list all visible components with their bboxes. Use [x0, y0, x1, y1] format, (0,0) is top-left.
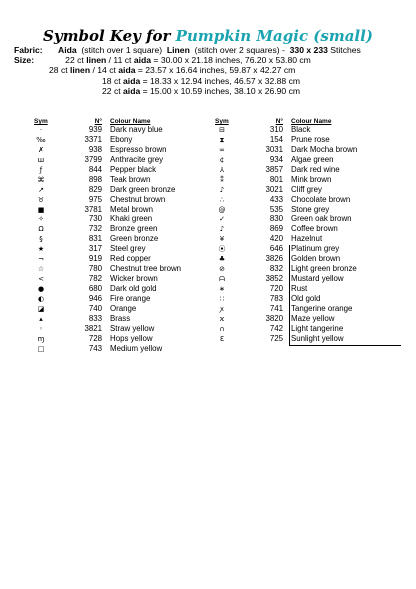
- size-bold: linen: [70, 65, 91, 76]
- colour-number: 741: [269, 303, 283, 313]
- colour-number: 934: [269, 154, 283, 164]
- symbol-glyph: ↗: [38, 185, 44, 194]
- colour-number: 831: [88, 234, 102, 244]
- size-row-1: [14, 55, 414, 65]
- symbol-glyph: ⦿: [218, 245, 226, 254]
- table-row: [215, 204, 330, 215]
- size-mid: 22 ct: [102, 85, 121, 96]
- symbol-glyph: ◪: [37, 304, 45, 313]
- symbol-glyph: ⊘: [219, 265, 225, 274]
- colour-number: 780: [88, 264, 102, 274]
- colour-name: Anthracite grey: [110, 154, 164, 164]
- table-row: [34, 135, 204, 145]
- colour-number: 946: [88, 293, 102, 303]
- symbol-glyph: ●: [37, 285, 45, 293]
- colour-number: 3821: [84, 323, 102, 333]
- size-row-2: [14, 65, 414, 75]
- table-row: [34, 185, 204, 195]
- table-row: [34, 224, 204, 234]
- colour-name: Ebony: [110, 134, 133, 144]
- symbol-table-left: [34, 116, 204, 354]
- symbol-glyph: ∴: [219, 195, 225, 204]
- table-row: [34, 274, 204, 284]
- symbol-glyph: ⅄: [219, 165, 225, 174]
- symbol-glyph: ¢: [219, 155, 225, 164]
- colour-name: Mink brown: [291, 174, 332, 184]
- table-row: [34, 294, 204, 304]
- symbol-glyph: ★: [37, 245, 45, 254]
- colour-number: 720: [269, 284, 283, 293]
- table-header: [215, 116, 332, 125]
- size-rest: = 15.00 x 10.59 inches, 38.10 x 26.90 cm: [142, 85, 301, 96]
- size-row-4: [14, 86, 414, 96]
- fabric-linen-note: (stitch over 2 squares) -: [194, 45, 285, 55]
- colour-name: Bronze green: [110, 224, 158, 234]
- table-row: [34, 304, 204, 314]
- symbol-glyph: ¥: [219, 235, 225, 244]
- table-row: [215, 274, 344, 284]
- table-row: [215, 194, 351, 205]
- colour-name: Metal brown: [110, 204, 153, 214]
- size-bold2: aida: [118, 65, 136, 76]
- table-row: [215, 323, 344, 334]
- colour-number: 3857: [265, 164, 283, 174]
- size-rest: = 30.00 x 21.18 inches, 76.20 x 53.80 cm: [153, 55, 311, 66]
- table-end-vertical-line: [289, 245, 290, 345]
- symbol-glyph: <: [38, 275, 44, 284]
- colour-number: 317: [88, 244, 102, 254]
- colour-name: Chestnut tree brown: [110, 264, 182, 274]
- colour-name: Mustard yellow: [291, 274, 344, 284]
- size-rest: = 23.57 x 16.64 inches, 59.87 x 42.27 cm: [137, 65, 296, 76]
- table-row: [34, 195, 204, 205]
- table-row: [215, 244, 340, 254]
- table-row: [34, 205, 204, 215]
- symbol-glyph: ▴: [39, 314, 43, 323]
- table-row: [215, 294, 325, 304]
- pattern-name: Pumpkin Magic (small): [175, 27, 373, 45]
- colour-number: 830: [269, 214, 283, 224]
- colour-name: Light tangerine: [291, 323, 344, 333]
- table-row: [34, 334, 204, 344]
- symbol-glyph: ⁑: [220, 175, 224, 184]
- colour-number: 154: [269, 134, 283, 144]
- symbol-glyph: ♉: [37, 195, 45, 204]
- colour-name: Maze yellow: [291, 313, 335, 323]
- colour-name: Wicker brown: [110, 274, 158, 284]
- size-mid: 18 ct: [102, 75, 121, 86]
- colour-name: Sunlight yellow: [291, 333, 344, 343]
- table-row: [34, 314, 204, 324]
- symbol-glyph: ᗩ: [219, 275, 225, 284]
- fabric-label: Fabric:: [14, 45, 43, 55]
- header-sym: Sym: [34, 118, 48, 125]
- title-prefix: Symbol Key for: [43, 27, 171, 45]
- table-row: [34, 165, 204, 175]
- colour-number: 743: [88, 343, 102, 353]
- table-row: [215, 134, 330, 145]
- colour-name: Hops yellow: [110, 333, 153, 343]
- colour-name: Khaki green: [110, 214, 153, 224]
- colour-name: Black: [291, 125, 311, 134]
- colour-number: 3781: [84, 204, 102, 214]
- table-row: [34, 344, 204, 354]
- colour-name: Dark navy blue: [110, 125, 163, 134]
- colour-number: 725: [269, 333, 283, 343]
- table-row: [34, 264, 204, 274]
- colour-name: Dark Mocha brown: [291, 144, 358, 154]
- table-row: [215, 303, 353, 314]
- symbol-glyph: ◦: [38, 324, 44, 333]
- colour-name: Dark red wine: [291, 164, 340, 174]
- symbol-glyph: Ɛ: [219, 334, 225, 343]
- colour-number: 919: [88, 254, 102, 264]
- symbol-glyph: ·: [39, 126, 43, 134]
- table-row: [34, 125, 204, 135]
- colour-number: 3852: [265, 274, 283, 284]
- colour-number: 732: [88, 224, 102, 234]
- table-row: [34, 155, 204, 165]
- symbol-glyph: §: [39, 235, 43, 244]
- colour-number: 782: [88, 274, 102, 284]
- table-row: [34, 254, 204, 264]
- colour-name: Green oak brown: [291, 214, 352, 224]
- table-row: [215, 254, 341, 264]
- symbol-glyph: ⌘: [37, 175, 45, 184]
- colour-number: 3021: [265, 184, 283, 194]
- colour-number: 898: [88, 174, 102, 184]
- page-title: [0, 27, 416, 45]
- colour-name: Dark old gold: [110, 284, 157, 293]
- table-row: [34, 244, 204, 254]
- header-name: Colour Name: [110, 118, 151, 125]
- fabric-aida-note: (stitch over 1 square): [81, 45, 163, 55]
- table-row: [215, 234, 325, 244]
- symbol-glyph: ✧: [38, 215, 44, 224]
- table-row: [215, 284, 325, 294]
- colour-number: 975: [88, 194, 102, 204]
- colour-name: Green bronze: [110, 234, 159, 244]
- colour-number: 3371: [84, 134, 102, 144]
- table-row: [34, 214, 204, 224]
- fabric-size-specs: [14, 45, 414, 96]
- symbol-glyph: ¬: [38, 255, 44, 264]
- colour-number: 938: [88, 144, 102, 154]
- symbol-glyph: ♪: [219, 185, 225, 194]
- symbol-glyph: ■: [37, 205, 45, 214]
- colour-number: 740: [88, 303, 102, 313]
- table-row: [215, 144, 358, 155]
- colour-name: Orange: [110, 303, 137, 313]
- size-bold2: aida: [133, 55, 152, 66]
- colour-name: Straw yellow: [110, 323, 155, 333]
- colour-name: Chocolate brown: [291, 194, 351, 204]
- colour-name: Tangerine orange: [291, 303, 353, 313]
- symbol-glyph: ✓: [219, 215, 225, 224]
- table-row: [215, 264, 357, 274]
- colour-number: 535: [269, 204, 283, 214]
- symbol-glyph: ϰ: [219, 314, 225, 323]
- colour-number: 844: [88, 164, 102, 174]
- table-row: [215, 174, 332, 185]
- colour-number: 420: [269, 234, 283, 244]
- colour-number: 783: [269, 293, 283, 303]
- colour-name: Brass: [110, 313, 131, 323]
- colour-number: 832: [269, 264, 283, 274]
- symbol-glyph: ◐: [37, 294, 45, 303]
- symbol-glyph: Ω: [38, 225, 44, 234]
- table-row: [215, 313, 335, 324]
- table-row: [215, 224, 338, 234]
- table-row: [34, 145, 204, 155]
- colour-number: 801: [269, 174, 283, 184]
- colour-name: Espresso brown: [110, 144, 167, 154]
- colour-name: Stone grey: [291, 204, 330, 214]
- colour-number: 3799: [84, 154, 102, 164]
- header-name: Colour Name: [291, 118, 332, 125]
- size-rest: = 18.33 x 12.94 inches, 46.57 x 32.88 cm: [142, 75, 301, 86]
- colour-number: 833: [88, 313, 102, 323]
- colour-name: Teak brown: [110, 174, 151, 184]
- header-num: N°: [275, 118, 283, 125]
- table-row: [215, 214, 352, 224]
- colour-name: Cliff grey: [291, 184, 322, 194]
- size-bold2: aida: [123, 85, 141, 96]
- colour-number: 433: [269, 194, 283, 204]
- size-pre: 28 ct: [49, 65, 68, 76]
- colour-name: Red copper: [110, 254, 151, 264]
- table-row: [215, 333, 344, 344]
- table-row: [215, 185, 325, 195]
- colour-name: Dark green bronze: [110, 184, 176, 194]
- symbol-glyph: ‰: [36, 135, 46, 144]
- colour-number: 730: [88, 214, 102, 224]
- colour-number: 869: [269, 224, 283, 234]
- colour-number: 646: [269, 244, 283, 254]
- table-row: [34, 324, 204, 334]
- symbol-table-right: [215, 116, 358, 344]
- table-row: [34, 175, 204, 185]
- colour-name: Steel grey: [110, 244, 146, 254]
- stitches-word: Stitches: [330, 45, 361, 55]
- colour-number: 680: [88, 284, 102, 293]
- fabric-aida: Aida: [58, 45, 77, 55]
- table-row: [215, 154, 334, 165]
- table-row: [215, 164, 340, 175]
- symbol-glyph: □: [37, 344, 45, 353]
- colour-name: Medium yellow: [110, 343, 163, 353]
- colour-number: 3820: [265, 313, 283, 323]
- fabric-row: [14, 45, 414, 55]
- size-bold: linen: [86, 55, 107, 66]
- colour-number: 310: [269, 125, 283, 134]
- colour-number: 829: [88, 184, 102, 194]
- colour-number: 3031: [265, 144, 283, 154]
- colour-name: Coffee brown: [291, 224, 338, 234]
- size-label: Size:: [14, 55, 35, 66]
- symbol-glyph: ♣: [218, 255, 226, 264]
- symbol-glyph: ∷: [219, 294, 225, 303]
- fabric-linen: Linen: [166, 45, 190, 55]
- symbol-glyph: ∗: [219, 285, 225, 293]
- colour-name: Hazelnut: [291, 234, 323, 244]
- size-mid: / 14 ct: [92, 65, 116, 76]
- symbol-glyph: ☆: [37, 265, 45, 274]
- colour-name: Old gold: [291, 293, 321, 303]
- colour-number: 742: [269, 323, 283, 333]
- table-end-horizontal-line: [289, 345, 401, 346]
- symbol-glyph: ƒ: [39, 165, 43, 174]
- colour-name: Platinum grey: [291, 244, 340, 254]
- table-header: [34, 116, 204, 125]
- colour-name: Golden brown: [291, 254, 341, 264]
- table-row: [215, 125, 325, 135]
- size-row-3: [14, 76, 414, 86]
- symbol-glyph: ♪: [219, 225, 225, 234]
- colour-name: Chestnut brown: [110, 194, 166, 204]
- symbol-glyph: ɱ: [37, 334, 45, 343]
- symbol-glyph: ꭗ: [220, 304, 224, 313]
- symbol-glyph: ∩: [219, 324, 225, 333]
- symbol-glyph: ш: [37, 155, 45, 164]
- colour-name: Pepper black: [110, 164, 157, 174]
- colour-name: Light green bronze: [291, 264, 357, 274]
- header-sym: Sym: [215, 118, 229, 125]
- symbol-glyph: ✗: [38, 145, 44, 154]
- symbol-glyph: ⊟: [219, 126, 225, 134]
- colour-name: Fire orange: [110, 293, 151, 303]
- stitch-count: 330 x 233: [289, 45, 328, 55]
- size-bold2: aida: [123, 75, 141, 86]
- table-row: [34, 234, 204, 244]
- size-mid: / 11 ct: [108, 55, 132, 66]
- symbol-glyph: ⧗: [219, 135, 225, 144]
- symbol-glyph: @: [218, 205, 226, 214]
- colour-name: Algae green: [291, 154, 334, 164]
- colour-name: Rust: [291, 284, 308, 293]
- size-pre: 22 ct: [65, 55, 84, 66]
- colour-number: 728: [88, 333, 102, 343]
- table-row: [34, 284, 204, 294]
- symbol-glyph: ∞: [219, 145, 225, 154]
- colour-number: 939: [88, 125, 102, 134]
- colour-number: 3826: [265, 254, 283, 264]
- colour-name: Prune rose: [291, 134, 330, 144]
- header-num: N°: [94, 118, 102, 125]
